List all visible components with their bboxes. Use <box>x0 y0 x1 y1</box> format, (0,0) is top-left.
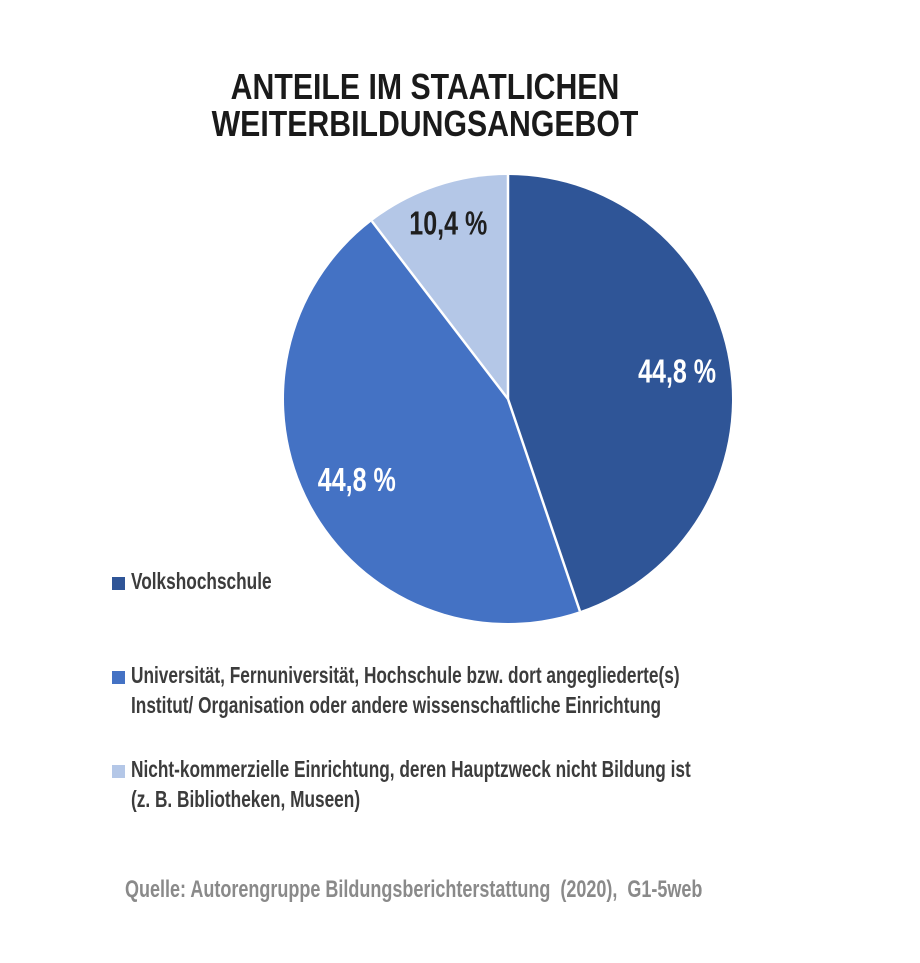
legend-item-volkshochschule <box>112 566 920 596</box>
legend-label-line: Nicht-kommerzielle Einrichtung, deren Hauptzweck nicht Bildung ist <box>131 756 691 782</box>
legend-label-line: (z. B. Bibliotheken, Museen) <box>131 786 361 812</box>
chart-title-line-1: ANTEILE IM STAATLICHEN <box>230 66 620 107</box>
legend-label-volkshochschule <box>131 566 746 596</box>
legend-swatch-nicht-kommerziell <box>112 765 125 778</box>
legend-label-line: Volkshochschule <box>131 568 272 594</box>
legend-item-nicht-kommerziell <box>112 754 920 814</box>
source-note: Quelle: Autorengruppe Bildungsberichterstattung (2020), G1-5web <box>125 876 703 903</box>
slice-value-label: 44,8 % <box>317 461 396 499</box>
chart-title <box>68 68 782 142</box>
legend-swatch-volkshochschule <box>112 577 125 590</box>
legend-item-universitaet <box>112 660 920 720</box>
legend-label-nicht-kommerziell <box>131 754 746 814</box>
legend-label-line: Universität, Fernuniversität, Hochschule bzw. dort angegliederte(s) <box>131 662 680 688</box>
chart-title-line-2: WEITERBILDUNGSANGEBOT <box>211 103 639 144</box>
legend-label-universitaet <box>131 660 746 720</box>
pie-chart <box>282 173 734 625</box>
slice-value-label: 10,4 % <box>409 204 488 242</box>
slice-value-label: 44,8 % <box>638 352 717 390</box>
legend-swatch-universitaet <box>112 671 125 684</box>
legend-label-line: Institut/ Organisation oder andere wissenschaftliche Einrichtung <box>131 692 662 718</box>
